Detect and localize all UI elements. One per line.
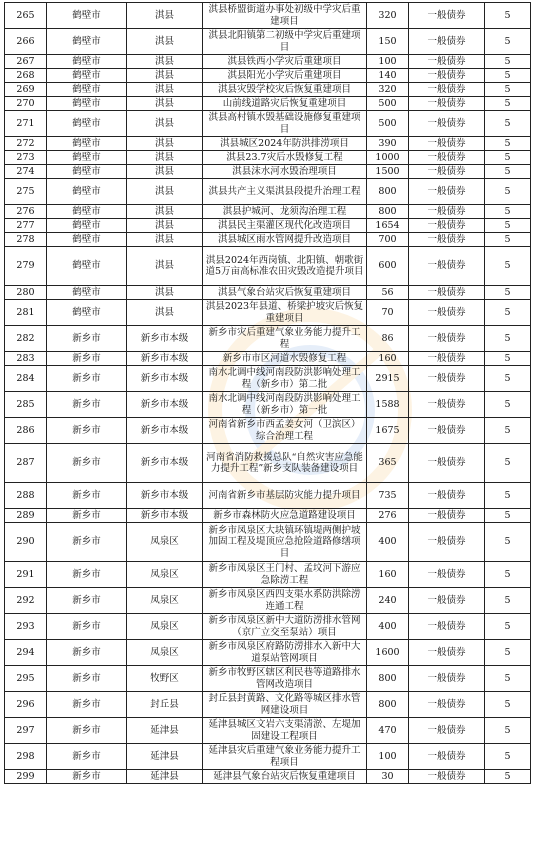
table-body bbox=[5, 3, 531, 784]
county-cell: 新乡市本级 bbox=[127, 352, 203, 366]
row-number: 292 bbox=[5, 588, 47, 614]
bond-type-cell: 一般债券 bbox=[409, 744, 485, 770]
row-number: 280 bbox=[5, 286, 47, 300]
table-row bbox=[5, 151, 531, 165]
amount-cell: 140 bbox=[367, 69, 409, 83]
project-name-cell: 山前线道路灾后恢复重建项目 bbox=[203, 97, 367, 111]
bond-type-cell: 一般债券 bbox=[409, 444, 485, 483]
county-cell: 延津县 bbox=[127, 770, 203, 784]
term-years-cell: 5 bbox=[485, 165, 531, 179]
table-row bbox=[5, 744, 531, 770]
city-cell: 新乡市 bbox=[47, 744, 127, 770]
term-years-cell: 5 bbox=[485, 523, 531, 562]
county-cell: 凤泉区 bbox=[127, 614, 203, 640]
county-cell: 淇县 bbox=[127, 111, 203, 137]
county-cell: 淇县 bbox=[127, 179, 203, 205]
term-years-cell: 5 bbox=[485, 55, 531, 69]
bond-type-cell: 一般债券 bbox=[409, 392, 485, 418]
city-cell: 鹤壁市 bbox=[47, 165, 127, 179]
row-number: 270 bbox=[5, 97, 47, 111]
term-years-cell: 5 bbox=[485, 300, 531, 326]
term-years-cell: 5 bbox=[485, 83, 531, 97]
bond-type-cell: 一般债券 bbox=[409, 179, 485, 205]
city-cell: 鹤壁市 bbox=[47, 205, 127, 219]
table-row bbox=[5, 111, 531, 137]
term-years-cell: 5 bbox=[485, 718, 531, 744]
term-years-cell: 5 bbox=[485, 483, 531, 509]
term-years-cell: 5 bbox=[485, 97, 531, 111]
amount-cell: 1675 bbox=[367, 418, 409, 444]
bond-type-cell: 一般债券 bbox=[409, 418, 485, 444]
bond-type-cell: 一般债券 bbox=[409, 326, 485, 352]
term-years-cell: 5 bbox=[485, 233, 531, 247]
project-name-cell: 淇县民主渠灌区现代化改造项目 bbox=[203, 219, 367, 233]
table-row bbox=[5, 483, 531, 509]
county-cell: 淇县 bbox=[127, 55, 203, 69]
city-cell: 新乡市 bbox=[47, 444, 127, 483]
table-row bbox=[5, 286, 531, 300]
city-cell: 鹤壁市 bbox=[47, 300, 127, 326]
county-cell: 新乡市本级 bbox=[127, 392, 203, 418]
bond-type-cell: 一般债券 bbox=[409, 483, 485, 509]
city-cell: 鹤壁市 bbox=[47, 137, 127, 151]
table-row bbox=[5, 588, 531, 614]
row-number: 295 bbox=[5, 666, 47, 692]
term-years-cell: 5 bbox=[485, 770, 531, 784]
term-years-cell: 5 bbox=[485, 286, 531, 300]
bond-type-cell: 一般债券 bbox=[409, 219, 485, 233]
row-number: 265 bbox=[5, 3, 47, 29]
term-years-cell: 5 bbox=[485, 111, 531, 137]
table-row bbox=[5, 718, 531, 744]
project-name-cell: 延津县气象台站灾后恢复重建项目 bbox=[203, 770, 367, 784]
amount-cell: 500 bbox=[367, 97, 409, 111]
row-number: 285 bbox=[5, 392, 47, 418]
table-row bbox=[5, 55, 531, 69]
project-name-cell: 南水北调中线河南段防洪影响处理工程（新乡市）第二批 bbox=[203, 366, 367, 392]
table-row bbox=[5, 69, 531, 83]
table-row bbox=[5, 205, 531, 219]
county-cell: 牧野区 bbox=[127, 666, 203, 692]
amount-cell: 70 bbox=[367, 300, 409, 326]
project-name-cell: 新乡市凤泉区府路防涝排水入新中大道泵站管网项目 bbox=[203, 640, 367, 666]
amount-cell: 470 bbox=[367, 718, 409, 744]
table-row bbox=[5, 392, 531, 418]
project-name-cell: 封丘县封黄路、文化路等城区排水管网建设项目 bbox=[203, 692, 367, 718]
table-row bbox=[5, 509, 531, 523]
project-name-cell: 新乡市凤泉区新中大道防涝排水管网（京广立交至泵站）项目 bbox=[203, 614, 367, 640]
bond-type-cell: 一般债券 bbox=[409, 233, 485, 247]
bond-type-cell: 一般债券 bbox=[409, 247, 485, 286]
table-row bbox=[5, 247, 531, 286]
county-cell: 淇县 bbox=[127, 151, 203, 165]
table-row bbox=[5, 366, 531, 392]
row-number: 289 bbox=[5, 509, 47, 523]
city-cell: 鹤壁市 bbox=[47, 286, 127, 300]
city-cell: 鹤壁市 bbox=[47, 29, 127, 55]
county-cell: 淇县 bbox=[127, 205, 203, 219]
term-years-cell: 5 bbox=[485, 614, 531, 640]
project-name-cell: 新乡市灾后重建气象业务能力提升工程 bbox=[203, 326, 367, 352]
table-row bbox=[5, 179, 531, 205]
table-row bbox=[5, 29, 531, 55]
row-number: 284 bbox=[5, 366, 47, 392]
city-cell: 新乡市 bbox=[47, 588, 127, 614]
city-cell: 鹤壁市 bbox=[47, 111, 127, 137]
amount-cell: 1654 bbox=[367, 219, 409, 233]
row-number: 298 bbox=[5, 744, 47, 770]
table-row bbox=[5, 300, 531, 326]
bond-type-cell: 一般债券 bbox=[409, 300, 485, 326]
term-years-cell: 5 bbox=[485, 692, 531, 718]
bond-type-cell: 一般债券 bbox=[409, 562, 485, 588]
county-cell: 延津县 bbox=[127, 744, 203, 770]
county-cell: 凤泉区 bbox=[127, 562, 203, 588]
city-cell: 新乡市 bbox=[47, 718, 127, 744]
term-years-cell: 5 bbox=[485, 247, 531, 286]
row-number: 291 bbox=[5, 562, 47, 588]
row-number: 290 bbox=[5, 523, 47, 562]
table-row bbox=[5, 523, 531, 562]
county-cell: 淇县 bbox=[127, 300, 203, 326]
table-row bbox=[5, 666, 531, 692]
table-row bbox=[5, 562, 531, 588]
city-cell: 鹤壁市 bbox=[47, 55, 127, 69]
row-number: 275 bbox=[5, 179, 47, 205]
amount-cell: 320 bbox=[367, 83, 409, 97]
county-cell: 凤泉区 bbox=[127, 523, 203, 562]
row-number: 288 bbox=[5, 483, 47, 509]
term-years-cell: 5 bbox=[485, 3, 531, 29]
amount-cell: 2915 bbox=[367, 366, 409, 392]
bond-type-cell: 一般债券 bbox=[409, 718, 485, 744]
project-name-cell: 新乡市牧野区辖区利民巷等道路排水管网改造项目 bbox=[203, 666, 367, 692]
county-cell: 淇县 bbox=[127, 97, 203, 111]
county-cell: 封丘县 bbox=[127, 692, 203, 718]
term-years-cell: 5 bbox=[485, 562, 531, 588]
row-number: 296 bbox=[5, 692, 47, 718]
bond-type-cell: 一般债券 bbox=[409, 509, 485, 523]
row-number: 297 bbox=[5, 718, 47, 744]
project-name-cell: 淇县23.7灾后水毁修复工程 bbox=[203, 151, 367, 165]
city-cell: 新乡市 bbox=[47, 666, 127, 692]
county-cell: 凤泉区 bbox=[127, 588, 203, 614]
bond-type-cell: 一般债券 bbox=[409, 286, 485, 300]
project-name-cell: 延津县城区文岩六支渠清淤、左堤加固建设工程项目 bbox=[203, 718, 367, 744]
amount-cell: 240 bbox=[367, 588, 409, 614]
bond-type-cell: 一般债券 bbox=[409, 770, 485, 784]
project-name-cell: 新乡市凤泉区大块镇环镇堤两侧护坡加固工程及堤顶应急抢险道路修缮项目 bbox=[203, 523, 367, 562]
bond-type-cell: 一般债券 bbox=[409, 55, 485, 69]
table-row bbox=[5, 444, 531, 483]
project-name-cell: 新乡市凤泉区王门村、孟坟河下游应急除涝工程 bbox=[203, 562, 367, 588]
table-row bbox=[5, 165, 531, 179]
amount-cell: 86 bbox=[367, 326, 409, 352]
project-name-cell: 淇县共产主义渠淇县段提升治理工程 bbox=[203, 179, 367, 205]
amount-cell: 800 bbox=[367, 179, 409, 205]
project-name-cell: 淇县沫水河水毁治理项目 bbox=[203, 165, 367, 179]
project-name-cell: 新乡市森林防火应急道路建设项目 bbox=[203, 509, 367, 523]
county-cell: 淇县 bbox=[127, 3, 203, 29]
table-row bbox=[5, 692, 531, 718]
row-number: 276 bbox=[5, 205, 47, 219]
city-cell: 新乡市 bbox=[47, 692, 127, 718]
county-cell: 淇县 bbox=[127, 219, 203, 233]
project-name-cell: 河南省新乡市西孟姜女河（卫滨区）综合治理工程 bbox=[203, 418, 367, 444]
project-name-cell: 淇县北阳镇第二初级中学灾后重建项目 bbox=[203, 29, 367, 55]
city-cell: 新乡市 bbox=[47, 418, 127, 444]
bond-type-cell: 一般债券 bbox=[409, 640, 485, 666]
city-cell: 新乡市 bbox=[47, 614, 127, 640]
city-cell: 新乡市 bbox=[47, 326, 127, 352]
bond-type-cell: 一般债券 bbox=[409, 83, 485, 97]
row-number: 294 bbox=[5, 640, 47, 666]
table-row bbox=[5, 137, 531, 151]
city-cell: 新乡市 bbox=[47, 770, 127, 784]
table-row bbox=[5, 219, 531, 233]
project-name-cell: 河南省消防救援总队“自然灾害应急能力提升工程”新乡支队装备建设项目 bbox=[203, 444, 367, 483]
bond-type-cell: 一般债券 bbox=[409, 29, 485, 55]
project-name-cell: 淇县2023年县道、桥梁护坡灾后恢复重建项目 bbox=[203, 300, 367, 326]
project-name-cell: 淇县阳光小学灾后重建项目 bbox=[203, 69, 367, 83]
amount-cell: 276 bbox=[367, 509, 409, 523]
county-cell: 新乡市本级 bbox=[127, 444, 203, 483]
amount-cell: 1500 bbox=[367, 165, 409, 179]
bond-type-cell: 一般债券 bbox=[409, 111, 485, 137]
project-name-cell: 淇县铁西小学灾后重建项目 bbox=[203, 55, 367, 69]
term-years-cell: 5 bbox=[485, 179, 531, 205]
amount-cell: 1000 bbox=[367, 151, 409, 165]
bond-type-cell: 一般债券 bbox=[409, 97, 485, 111]
city-cell: 鹤壁市 bbox=[47, 83, 127, 97]
project-name-cell: 淇县气象台站灾后恢复重建项目 bbox=[203, 286, 367, 300]
amount-cell: 400 bbox=[367, 523, 409, 562]
county-cell: 淇县 bbox=[127, 165, 203, 179]
row-number: 283 bbox=[5, 352, 47, 366]
term-years-cell: 5 bbox=[485, 205, 531, 219]
table-row bbox=[5, 352, 531, 366]
county-cell: 新乡市本级 bbox=[127, 483, 203, 509]
county-cell: 淇县 bbox=[127, 29, 203, 55]
bond-project-table bbox=[4, 2, 531, 784]
row-number: 273 bbox=[5, 151, 47, 165]
city-cell: 鹤壁市 bbox=[47, 219, 127, 233]
row-number: 272 bbox=[5, 137, 47, 151]
amount-cell: 160 bbox=[367, 562, 409, 588]
county-cell: 淇县 bbox=[127, 233, 203, 247]
bond-type-cell: 一般债券 bbox=[409, 205, 485, 219]
amount-cell: 390 bbox=[367, 137, 409, 151]
county-cell: 延津县 bbox=[127, 718, 203, 744]
project-name-cell: 淇县2024年西岗镇、北阳镇、朝歌街道5万亩高标准农田灾毁改造提升项目 bbox=[203, 247, 367, 286]
table-row bbox=[5, 97, 531, 111]
county-cell: 新乡市本级 bbox=[127, 366, 203, 392]
amount-cell: 500 bbox=[367, 111, 409, 137]
city-cell: 鹤壁市 bbox=[47, 151, 127, 165]
city-cell: 新乡市 bbox=[47, 523, 127, 562]
table-row bbox=[5, 3, 531, 29]
amount-cell: 700 bbox=[367, 233, 409, 247]
project-name-cell: 新乡市凤泉区西四支渠水系防洪除涝连通工程 bbox=[203, 588, 367, 614]
bond-type-cell: 一般债券 bbox=[409, 692, 485, 718]
bond-type-cell: 一般债券 bbox=[409, 523, 485, 562]
term-years-cell: 5 bbox=[485, 29, 531, 55]
city-cell: 新乡市 bbox=[47, 366, 127, 392]
row-number: 269 bbox=[5, 83, 47, 97]
row-number: 267 bbox=[5, 55, 47, 69]
amount-cell: 735 bbox=[367, 483, 409, 509]
table-row bbox=[5, 770, 531, 784]
city-cell: 新乡市 bbox=[47, 640, 127, 666]
table-row bbox=[5, 233, 531, 247]
amount-cell: 1600 bbox=[367, 640, 409, 666]
bond-type-cell: 一般债券 bbox=[409, 352, 485, 366]
amount-cell: 320 bbox=[367, 3, 409, 29]
county-cell: 凤泉区 bbox=[127, 640, 203, 666]
county-cell: 新乡市本级 bbox=[127, 509, 203, 523]
term-years-cell: 5 bbox=[485, 744, 531, 770]
term-years-cell: 5 bbox=[485, 392, 531, 418]
bond-type-cell: 一般债券 bbox=[409, 137, 485, 151]
term-years-cell: 5 bbox=[485, 151, 531, 165]
amount-cell: 400 bbox=[367, 614, 409, 640]
amount-cell: 800 bbox=[367, 692, 409, 718]
amount-cell: 365 bbox=[367, 444, 409, 483]
county-cell: 淇县 bbox=[127, 69, 203, 83]
city-cell: 鹤壁市 bbox=[47, 69, 127, 83]
project-name-cell: 淇县城区雨水管网提升改造项目 bbox=[203, 233, 367, 247]
bond-type-cell: 一般债券 bbox=[409, 588, 485, 614]
amount-cell: 100 bbox=[367, 744, 409, 770]
county-cell: 淇县 bbox=[127, 286, 203, 300]
row-number: 278 bbox=[5, 233, 47, 247]
row-number: 299 bbox=[5, 770, 47, 784]
bond-type-cell: 一般债券 bbox=[409, 366, 485, 392]
county-cell: 淇县 bbox=[127, 137, 203, 151]
county-cell: 新乡市本级 bbox=[127, 326, 203, 352]
project-name-cell: 淇县护城河、龙须沟治理工程 bbox=[203, 205, 367, 219]
project-name-cell: 淇县桥盟街道办事处初级中学灾后重建项目 bbox=[203, 3, 367, 29]
city-cell: 鹤壁市 bbox=[47, 179, 127, 205]
term-years-cell: 5 bbox=[485, 666, 531, 692]
row-number: 266 bbox=[5, 29, 47, 55]
term-years-cell: 5 bbox=[485, 418, 531, 444]
term-years-cell: 5 bbox=[485, 69, 531, 83]
city-cell: 鹤壁市 bbox=[47, 3, 127, 29]
term-years-cell: 5 bbox=[485, 640, 531, 666]
term-years-cell: 5 bbox=[485, 444, 531, 483]
bond-type-cell: 一般债券 bbox=[409, 666, 485, 692]
county-cell: 新乡市本级 bbox=[127, 418, 203, 444]
city-cell: 新乡市 bbox=[47, 352, 127, 366]
city-cell: 鹤壁市 bbox=[47, 97, 127, 111]
project-name-cell: 南水北调中线河南段防洪影响处理工程（新乡市）第一批 bbox=[203, 392, 367, 418]
bond-type-cell: 一般债券 bbox=[409, 69, 485, 83]
amount-cell: 800 bbox=[367, 205, 409, 219]
amount-cell: 160 bbox=[367, 352, 409, 366]
project-name-cell: 淇县灾毁学校灾后恢复重建项目 bbox=[203, 83, 367, 97]
amount-cell: 800 bbox=[367, 666, 409, 692]
amount-cell: 1588 bbox=[367, 392, 409, 418]
term-years-cell: 5 bbox=[485, 219, 531, 233]
term-years-cell: 5 bbox=[485, 352, 531, 366]
project-name-cell: 河南省新乡市基层防灾能力提升项目 bbox=[203, 483, 367, 509]
row-number: 268 bbox=[5, 69, 47, 83]
row-number: 287 bbox=[5, 444, 47, 483]
term-years-cell: 5 bbox=[485, 326, 531, 352]
project-name-cell: 淇县高村镇水毁基础设施修复重建项目 bbox=[203, 111, 367, 137]
bond-type-cell: 一般债券 bbox=[409, 3, 485, 29]
project-name-cell: 淇县城区2024年防洪排涝项目 bbox=[203, 137, 367, 151]
row-number: 286 bbox=[5, 418, 47, 444]
city-cell: 鹤壁市 bbox=[47, 233, 127, 247]
row-number: 277 bbox=[5, 219, 47, 233]
project-name-cell: 延津县灾后重建气象业务能力提升工程项目 bbox=[203, 744, 367, 770]
row-number: 271 bbox=[5, 111, 47, 137]
term-years-cell: 5 bbox=[485, 588, 531, 614]
city-cell: 新乡市 bbox=[47, 483, 127, 509]
city-cell: 新乡市 bbox=[47, 392, 127, 418]
amount-cell: 30 bbox=[367, 770, 409, 784]
city-cell: 新乡市 bbox=[47, 562, 127, 588]
table-row bbox=[5, 83, 531, 97]
term-years-cell: 5 bbox=[485, 137, 531, 151]
term-years-cell: 5 bbox=[485, 366, 531, 392]
amount-cell: 150 bbox=[367, 29, 409, 55]
table-row bbox=[5, 640, 531, 666]
term-years-cell: 5 bbox=[485, 509, 531, 523]
city-cell: 新乡市 bbox=[47, 509, 127, 523]
amount-cell: 600 bbox=[367, 247, 409, 286]
row-number: 282 bbox=[5, 326, 47, 352]
table-row bbox=[5, 326, 531, 352]
amount-cell: 56 bbox=[367, 286, 409, 300]
row-number: 281 bbox=[5, 300, 47, 326]
row-number: 293 bbox=[5, 614, 47, 640]
bond-type-cell: 一般债券 bbox=[409, 151, 485, 165]
bond-type-cell: 一般债券 bbox=[409, 614, 485, 640]
row-number: 279 bbox=[5, 247, 47, 286]
project-name-cell: 新乡市市区河道水毁修复工程 bbox=[203, 352, 367, 366]
row-number: 274 bbox=[5, 165, 47, 179]
city-cell: 鹤壁市 bbox=[47, 247, 127, 286]
county-cell: 淇县 bbox=[127, 83, 203, 97]
table-row bbox=[5, 418, 531, 444]
bond-type-cell: 一般债券 bbox=[409, 165, 485, 179]
amount-cell: 100 bbox=[367, 55, 409, 69]
county-cell: 淇县 bbox=[127, 247, 203, 286]
table-row bbox=[5, 614, 531, 640]
